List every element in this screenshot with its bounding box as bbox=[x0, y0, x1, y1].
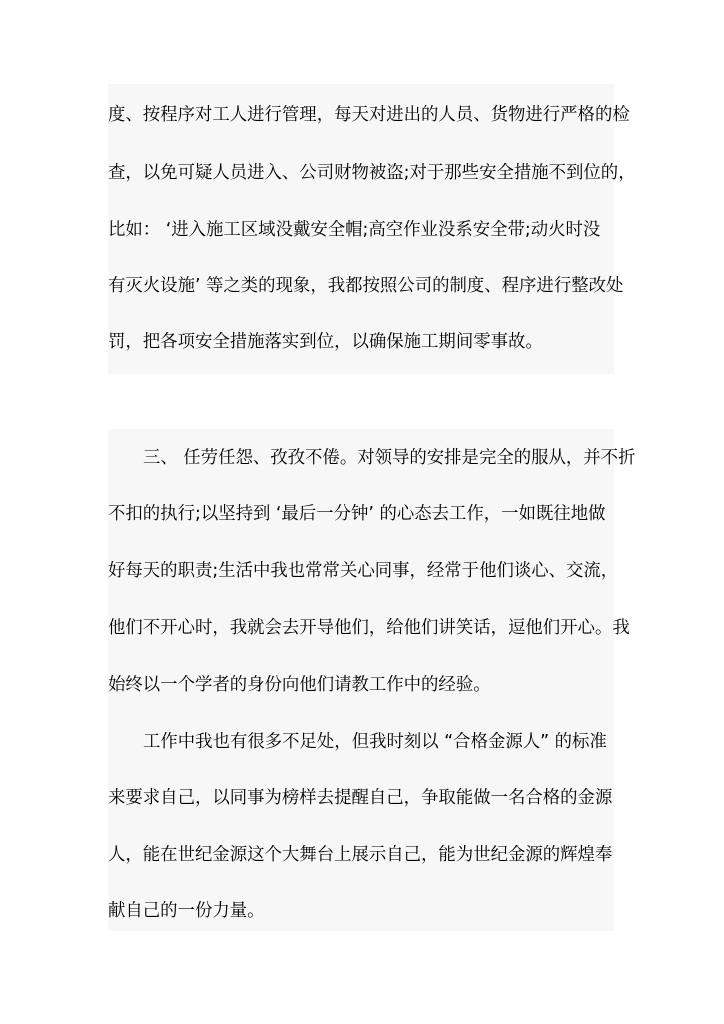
paragraph-line: 比如： ‘进入施工区域没戴安全帽;高空作业没系安全带;动火时没 bbox=[108, 220, 601, 240]
paragraph-line: 人，能在世纪金源这个大舞台上展示自己，能为世纪金源的辉煌奉 bbox=[108, 845, 613, 865]
paragraph-line: 不扣的执行;以坚持到 ‘最后一分钟’ 的心态去工作，一如既往地做 bbox=[108, 504, 606, 524]
text-block-1 bbox=[108, 84, 636, 374]
paragraph-line: 他们不开心时，我就会去开导他们，给他们讲笑话，逗他们开心。我 bbox=[108, 618, 630, 638]
paragraph-line: 始终以一个学者的身份向他们请教工作中的经验。 bbox=[108, 675, 491, 695]
paragraph-line: 好每天的职责;生活中我也常常关心同事，经常于他们谈心、交流， bbox=[108, 561, 619, 581]
paragraph-line: 有灭火设施’ 等之类的现象，我都按照公司的制度、程序进行整改处 bbox=[108, 276, 624, 296]
text-block-2 bbox=[108, 429, 636, 931]
paragraph-line: 献自己的一份力量。 bbox=[108, 901, 265, 921]
paragraph-line: 度、按程序对工人进行管理，每天对进出的人员、货物进行严格的检 bbox=[108, 105, 630, 125]
paragraph-line: 三、 任劳任怨、孜孜不倦。对领导的安排是完全的服从，并不折 bbox=[143, 448, 636, 468]
paragraph-line: 工作中我也有很多不足处，但我时刻以 “合格金源人” 的标准 bbox=[143, 732, 607, 752]
paragraph-line: 罚，把各项安全措施落实到位，以确保施工期间零事故。 bbox=[108, 332, 543, 352]
paragraph-line: 查，以免可疑人员进入、公司财物被盗;对于那些安全措施不到位的， bbox=[108, 163, 636, 183]
paragraph-line: 来要求自己，以同事为榜样去提醒自己，争取能做一名合格的金源 bbox=[108, 788, 613, 808]
